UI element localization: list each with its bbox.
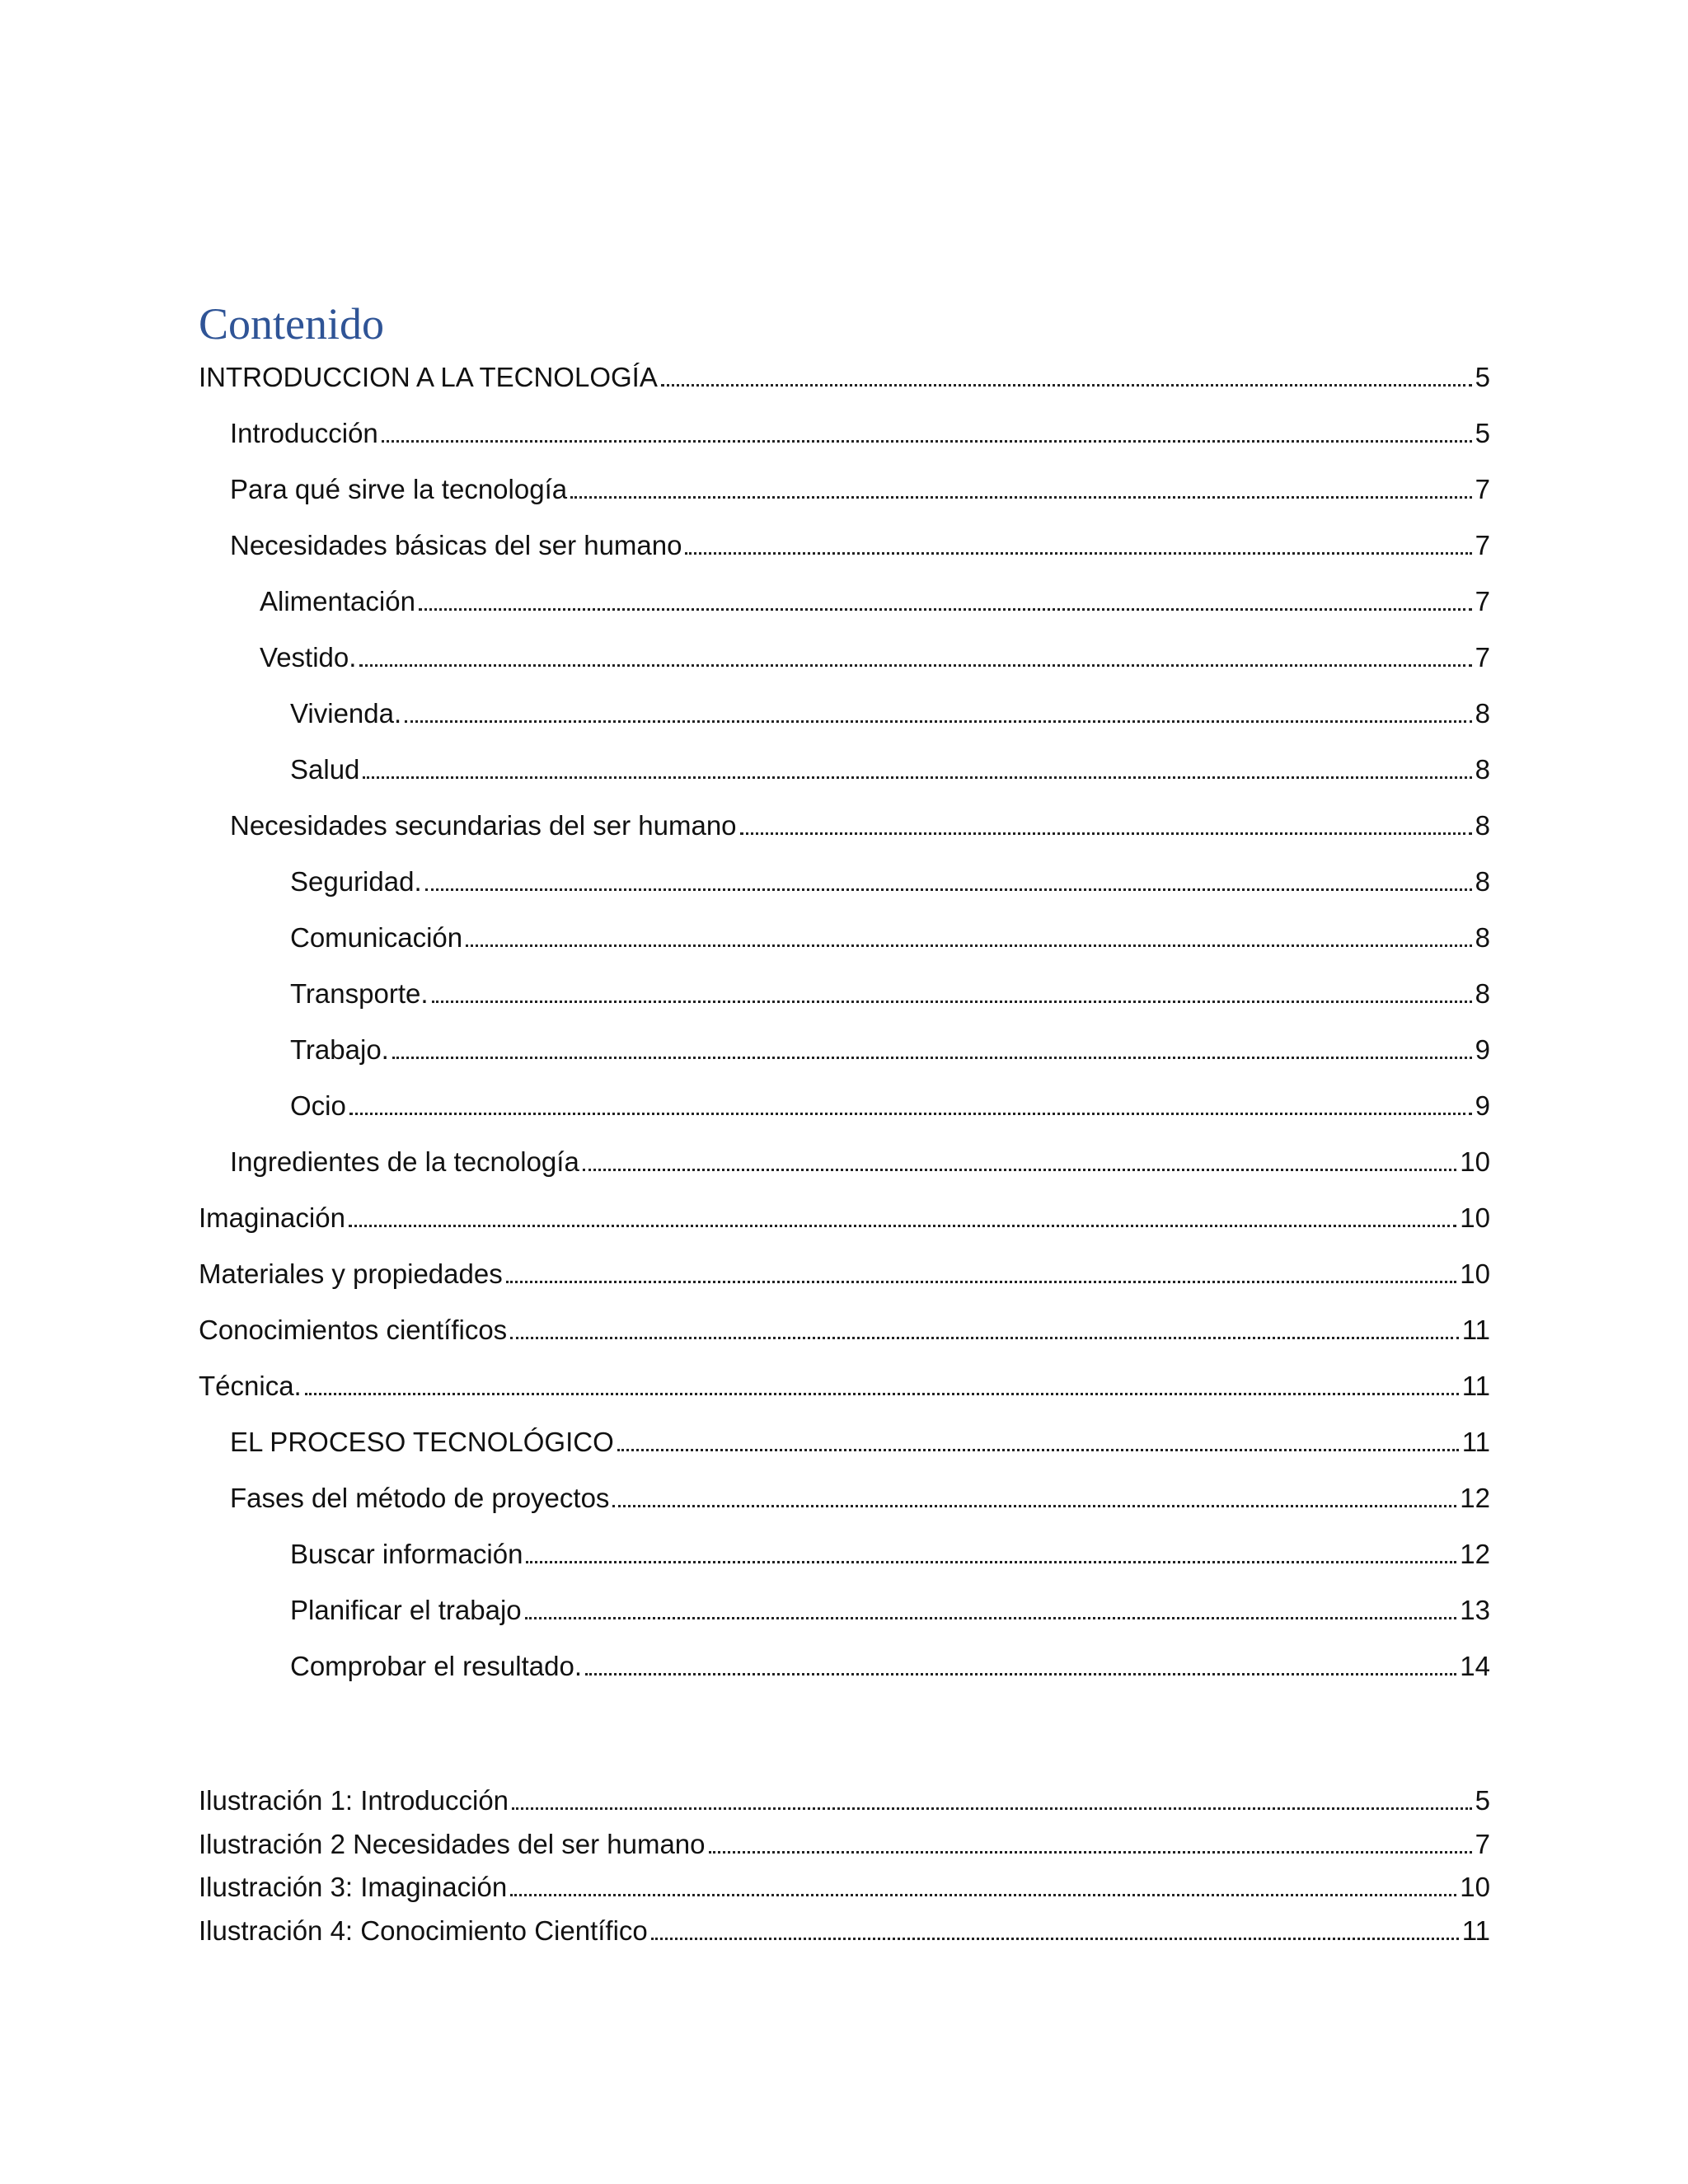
figure-entry-label: Ilustración 4: Conocimiento Científico bbox=[199, 1915, 648, 1946]
dot-leader bbox=[506, 1281, 1457, 1283]
toc-entry-page-number: 8 bbox=[1475, 866, 1490, 897]
toc-entry-page-number: 11 bbox=[1461, 1371, 1490, 1401]
toc-entry-page-number: 11 bbox=[1461, 1315, 1490, 1345]
toc-entry[interactable] bbox=[199, 470, 1490, 526]
dot-leader bbox=[363, 776, 1471, 779]
toc-entry-page-number: 10 bbox=[1460, 1202, 1490, 1233]
toc-entry[interactable] bbox=[199, 1479, 1490, 1535]
dot-leader bbox=[617, 1449, 1459, 1451]
figure-entry-page-number: 5 bbox=[1475, 1785, 1490, 1816]
dot-leader bbox=[651, 1938, 1459, 1940]
dot-leader bbox=[305, 1393, 1459, 1395]
dot-leader bbox=[382, 440, 1472, 443]
toc-entry-page-number: 5 bbox=[1475, 362, 1490, 392]
toc-entry[interactable] bbox=[199, 974, 1490, 1030]
toc-entry-page-number: 11 bbox=[1461, 1427, 1490, 1457]
toc-entry-page-number: 8 bbox=[1475, 698, 1490, 729]
figure-entry[interactable] bbox=[199, 1781, 1490, 1825]
toc-entry[interactable] bbox=[199, 1647, 1490, 1703]
toc-entry-page-number: 10 bbox=[1460, 1258, 1490, 1289]
toc-entry-label: Buscar información bbox=[290, 1539, 523, 1569]
toc-entry-page-number: 12 bbox=[1460, 1483, 1490, 1513]
dot-leader bbox=[585, 1673, 1456, 1675]
toc-entry-page-number: 14 bbox=[1460, 1651, 1490, 1681]
figure-entry-page-number: 10 bbox=[1460, 1872, 1490, 1902]
toc-entry[interactable] bbox=[199, 1254, 1490, 1310]
toc-entry[interactable] bbox=[199, 1086, 1490, 1142]
toc-entry-label: Transporte. bbox=[290, 978, 429, 1009]
dot-leader bbox=[510, 1337, 1459, 1339]
dot-leader bbox=[419, 608, 1472, 611]
toc-entry-page-number: 7 bbox=[1475, 586, 1490, 616]
toc-entry[interactable] bbox=[199, 694, 1490, 750]
figure-entry-page-number: 7 bbox=[1475, 1828, 1490, 1859]
figure-entry-label: Ilustración 1: Introducción bbox=[199, 1785, 509, 1816]
toc-entry-label: Materiales y propiedades bbox=[199, 1258, 503, 1289]
toc-entry[interactable] bbox=[199, 1366, 1490, 1422]
dot-leader bbox=[405, 720, 1471, 723]
figure-entry[interactable] bbox=[199, 1825, 1490, 1868]
toc-entry-label: Trabajo. bbox=[290, 1034, 389, 1065]
toc-entry[interactable] bbox=[199, 1422, 1490, 1479]
toc-entry-page-number: 5 bbox=[1475, 418, 1490, 448]
toc-entry[interactable] bbox=[199, 1310, 1490, 1366]
dot-leader bbox=[432, 1001, 1472, 1003]
toc-entry[interactable] bbox=[199, 358, 1490, 414]
dot-leader bbox=[583, 1169, 1456, 1171]
dot-leader bbox=[466, 944, 1472, 947]
toc-entry-label: Introducción bbox=[230, 418, 378, 448]
dot-leader bbox=[612, 1505, 1456, 1507]
toc-entry-label: EL PROCESO TECNOLÓGICO bbox=[230, 1427, 614, 1457]
figure-list bbox=[199, 1781, 1490, 1954]
toc-entry-label: Necesidades secundarias del ser humano bbox=[230, 810, 737, 841]
toc-entry-label: Técnica. bbox=[199, 1371, 302, 1401]
figure-entry[interactable] bbox=[199, 1911, 1490, 1955]
toc-entry[interactable] bbox=[199, 582, 1490, 638]
toc-entry[interactable] bbox=[199, 1142, 1490, 1198]
toc-entry-page-number: 10 bbox=[1460, 1146, 1490, 1177]
dot-leader bbox=[526, 1561, 1456, 1563]
toc-entry-label: Para qué sirve la tecnología bbox=[230, 474, 568, 504]
toc-entry[interactable] bbox=[199, 862, 1490, 918]
toc-entry-label: Salud bbox=[290, 754, 360, 785]
toc-title: Contenido bbox=[199, 299, 384, 349]
dot-leader bbox=[685, 552, 1471, 555]
toc-entry[interactable] bbox=[199, 1535, 1490, 1591]
toc-entry-label: Alimentación bbox=[260, 586, 415, 616]
toc-entry[interactable] bbox=[199, 918, 1490, 974]
toc-entry[interactable] bbox=[199, 1030, 1490, 1086]
toc-entry-label: Fases del método de proyectos bbox=[230, 1483, 610, 1513]
toc-entry[interactable] bbox=[199, 414, 1490, 470]
toc-entry-label: Vestido. bbox=[260, 642, 357, 673]
dot-leader bbox=[709, 1851, 1472, 1854]
toc-entry[interactable] bbox=[199, 806, 1490, 862]
toc-entry-page-number: 8 bbox=[1475, 810, 1490, 841]
toc-entry-page-number: 7 bbox=[1475, 530, 1490, 560]
toc-entry[interactable] bbox=[199, 638, 1490, 694]
toc-entry-label: Imaginación bbox=[199, 1202, 345, 1233]
toc-entry-label: Ocio bbox=[290, 1090, 346, 1121]
toc-entry[interactable] bbox=[199, 526, 1490, 582]
toc-entry-page-number: 9 bbox=[1475, 1034, 1490, 1065]
figure-entry-label: Ilustración 2 Necesidades del ser humano bbox=[199, 1828, 706, 1859]
figure-entry-page-number: 11 bbox=[1461, 1915, 1490, 1946]
toc-entry-label: Ingredientes de la tecnología bbox=[230, 1146, 579, 1177]
toc-entry-page-number: 12 bbox=[1460, 1539, 1490, 1569]
toc-entry-page-number: 7 bbox=[1475, 474, 1490, 504]
toc-entry-page-number: 8 bbox=[1475, 754, 1490, 785]
dot-leader bbox=[392, 1057, 1472, 1059]
figure-entry-label: Ilustración 3: Imaginación bbox=[199, 1872, 508, 1902]
toc-entry-page-number: 9 bbox=[1475, 1090, 1490, 1121]
toc-entry-page-number: 7 bbox=[1475, 642, 1490, 673]
figure-entry[interactable] bbox=[199, 1868, 1490, 1911]
dot-leader bbox=[349, 1225, 1456, 1227]
toc-entry-label: INTRODUCCION A LA TECNOLOGÍA bbox=[199, 362, 658, 392]
toc-entry-label: Comprobar el resultado. bbox=[290, 1651, 583, 1681]
toc-entry-label: Planificar el trabajo bbox=[290, 1595, 522, 1625]
toc-entry[interactable] bbox=[199, 1591, 1490, 1647]
dot-leader bbox=[349, 1113, 1472, 1115]
toc-list bbox=[199, 358, 1490, 1703]
dot-leader bbox=[510, 1894, 1456, 1896]
toc-entry-page-number: 8 bbox=[1475, 922, 1490, 953]
toc-entry-label: Conocimientos científicos bbox=[199, 1315, 508, 1345]
toc-entry[interactable] bbox=[199, 750, 1490, 806]
dot-leader bbox=[425, 888, 1472, 891]
toc-entry[interactable] bbox=[199, 1198, 1490, 1254]
dot-leader bbox=[525, 1617, 1457, 1619]
dot-leader bbox=[512, 1807, 1472, 1810]
toc-entry-page-number: 8 bbox=[1475, 978, 1490, 1009]
toc-entry-label: Necesidades básicas del ser humano bbox=[230, 530, 682, 560]
dot-leader bbox=[359, 664, 1471, 667]
toc-entry-label: Seguridad. bbox=[290, 866, 422, 897]
dot-leader bbox=[740, 832, 1472, 835]
toc-entry-label: Vivienda. bbox=[290, 698, 402, 729]
toc-entry-label: Comunicación bbox=[290, 922, 463, 953]
dot-leader bbox=[570, 496, 1472, 499]
toc-entry-page-number: 13 bbox=[1460, 1595, 1490, 1625]
dot-leader bbox=[661, 384, 1472, 387]
